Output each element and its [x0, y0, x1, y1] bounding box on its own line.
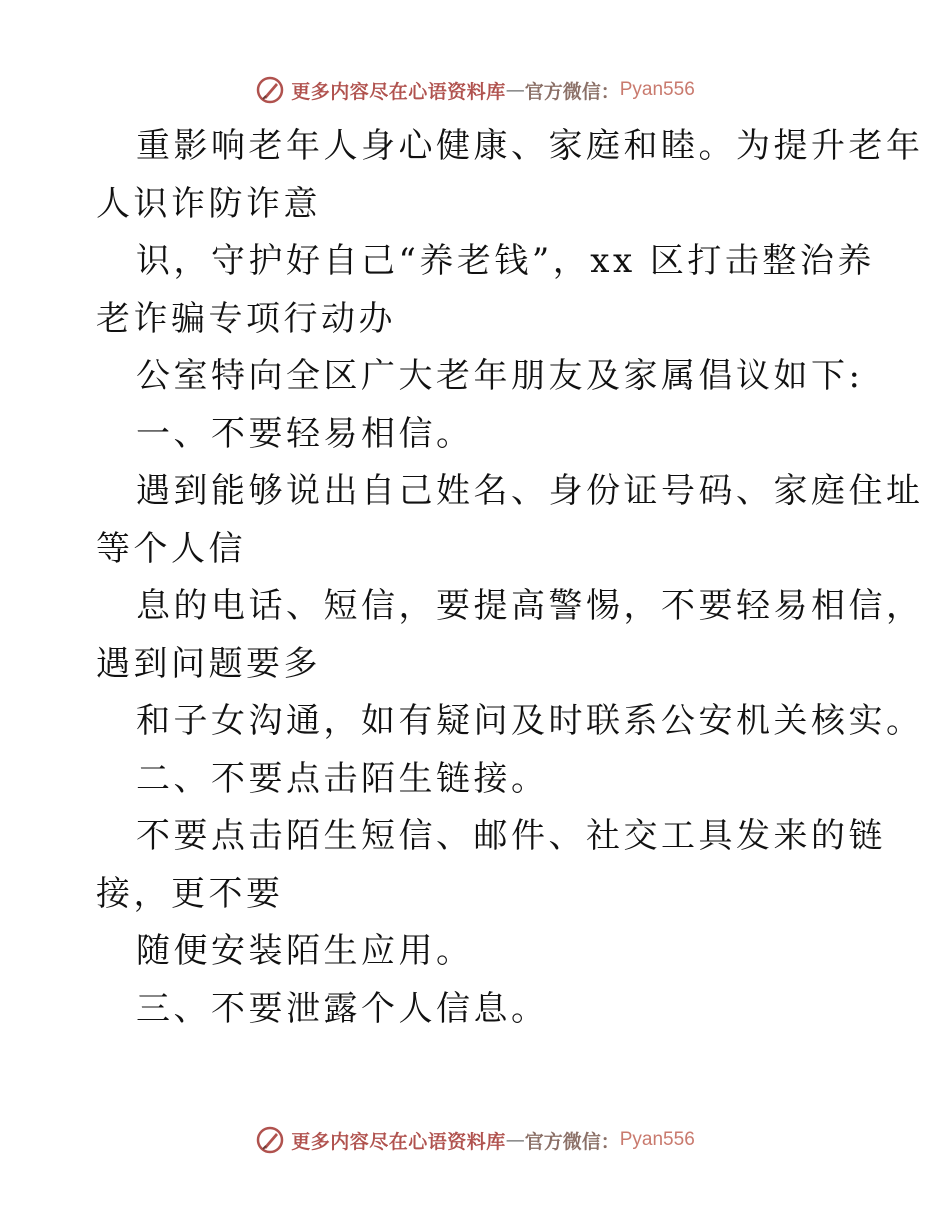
banner-wechat-id: Pyan556: [619, 79, 695, 100]
text-line: 人识诈防诈意: [96, 183, 321, 224]
banner-title: 更多内容尽在心语资料库: [291, 1130, 506, 1153]
text-line: 和子女沟通，如有疑问及时联系公安机关核实。: [136, 701, 924, 741]
header-banner: [0, 70, 950, 110]
text-line: 等个人信: [96, 528, 246, 569]
text-line: 重影响老年人身心健康、家庭和睦。为提升老年: [136, 126, 924, 166]
banner-title: 更多内容尽在心语资料库: [291, 80, 506, 103]
banner-separator: —: [505, 79, 525, 101]
section-heading: 二、不要点击陌生链接。: [136, 758, 549, 799]
footer-banner: [0, 1120, 950, 1160]
document-body: [96, 118, 924, 1038]
banner-separator: —: [505, 1129, 525, 1151]
text-line: 遇到能够说出自己姓名、身份证号码、家庭住址: [136, 471, 924, 511]
text-line: 公室特向全区广大老年朋友及家属倡议如下:: [136, 356, 864, 396]
banner-wechat-label: 官方微信：: [524, 80, 620, 103]
text-line: 老诈骗专项行动办: [96, 298, 396, 339]
text-line: 不要点击陌生短信、邮件、社交工具发来的链: [136, 816, 886, 856]
text-line: 随便安装陌生应用。: [136, 931, 474, 971]
text-line: 接，更不要: [96, 873, 284, 914]
text-line: 识，守护好自己“养老钱”，xx 区打击整治养: [136, 241, 875, 281]
banner-wechat-id: Pyan556: [619, 1129, 695, 1150]
quill-pen-logo-icon: [255, 1125, 285, 1155]
section-heading: 一、不要轻易相信。: [136, 413, 474, 454]
text-line: 遇到问题要多: [96, 643, 321, 684]
banner-wechat-label: 官方微信：: [524, 1130, 620, 1153]
text-line: 息的电话、短信，要提高警惕，不要轻易相信，: [136, 586, 924, 626]
quill-pen-logo-icon: [255, 75, 285, 105]
section-heading: 三、不要泄露个人信息。: [136, 988, 549, 1029]
